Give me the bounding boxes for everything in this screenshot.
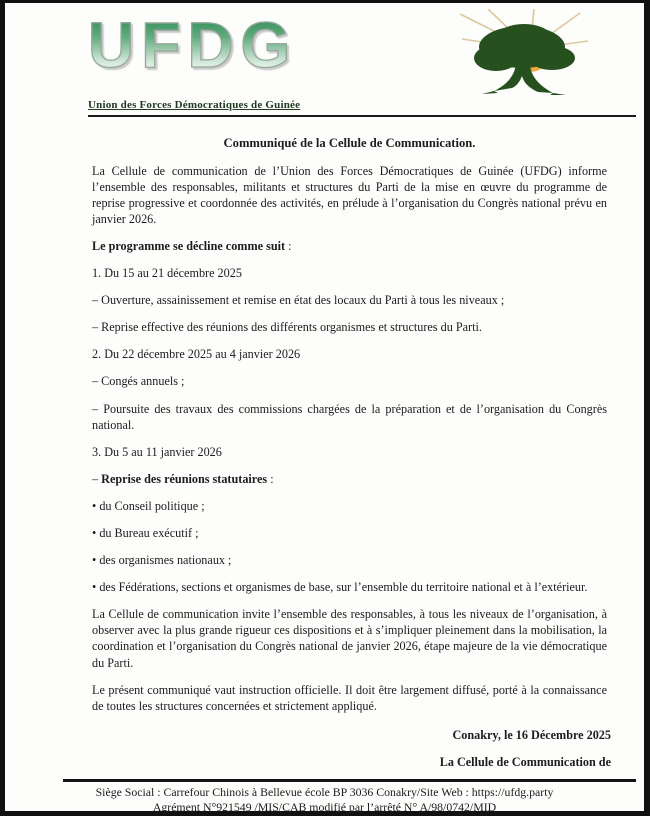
schedule-item: – Reprise effective des réunions des différents organismes et structures du Parti. — [92, 320, 482, 335]
date-place: Conakry, le 16 Décembre 2025 — [452, 727, 611, 742]
tree-icon — [474, 24, 575, 95]
signature-line: La Cellule de Communication de — [439, 754, 611, 769]
schedule-period-3: 3. Du 5 au 11 janvier 2026 — [92, 444, 222, 459]
statutory-heading — [92, 471, 607, 487]
document-title: Communiqué de la Cellule de Communication. — [223, 136, 476, 150]
footer-address: Siège Social : Carrefour Chinois à Bellevue école BP 3036 Conakry/Site Web : https://ufdg.party — [95, 784, 554, 799]
ufdg-logo-text: UFDG — [88, 9, 298, 81]
program-heading — [92, 238, 607, 254]
invite-paragraph: La Cellule de communication invite l’ensemble des responsables, à tous les niveaux de l’organisation, à observer avec la plus grande rigueur ces dispositions et à s’impliquer pleinement dans la mobilisation, la coordination et l’organisation du Congrès national de janvier 2026, étape majeure de la vie démocratique du Parti. — [92, 607, 607, 670]
schedule-item: – Poursuite des travaux des commissions chargées de la préparation et de l’organisation du Congrès national. — [92, 401, 607, 432]
header-rule — [88, 95, 636, 117]
statutory-bullet: • des organismes nationaux ; — [92, 553, 232, 568]
schedule-period-1: 1. Du 15 au 21 décembre 2025 — [92, 266, 242, 281]
tree-sun-logo-icon — [458, 9, 588, 97]
intro-paragraph: La Cellule de communication de l’Union des Forces Démocratiques de Guinée (UFDG) informe l’ensemble des responsables, militants et structures du Parti de la mise en œuvre du programme de reprise progressive et coordonnée des activités, en prélude à l’organisation du Congrès national prévu en janvier 2026. — [92, 163, 607, 226]
instruction-paragraph: Le présent communiqué vaut instruction officielle. Il doit être largement diffusé, porté à la connaissance de toutes les structures concernées et strictement appliqué. — [92, 682, 607, 713]
footer-agrement: Agrément N°921549 /MIS/CAB modifié par l’arrêté N° A/98/0742/MID — [152, 800, 497, 815]
header — [5, 3, 644, 93]
schedule-item: – Ouverture, assainissement et remise en état des locaux du Parti à tous les niveaux ; — [92, 293, 505, 308]
footer-rule — [63, 779, 636, 782]
signature-block — [5, 728, 644, 770]
statutory-label: Reprise des réunions statutaires — [101, 471, 268, 486]
statutory-colon: : — [267, 471, 274, 486]
schedule-period-2: 2. Du 22 décembre 2025 au 4 janvier 2026 — [92, 347, 301, 362]
statutory-bullet: • du Bureau exécutif ; — [92, 526, 199, 541]
footer — [5, 785, 644, 816]
document-body — [92, 135, 607, 714]
party-name: Union des Forces Démocratiques de Guinée — [88, 99, 301, 111]
statutory-bullet: • du Conseil politique ; — [92, 498, 205, 513]
schedule-item: – Congés annuels ; — [92, 374, 185, 389]
statutory-dash: – — [92, 471, 102, 486]
statutory-bullet: • des Fédérations, sections et organismes de base, sur l’ensemble du territoire national et à l’extérieur. — [92, 580, 588, 595]
program-heading-colon: : — [285, 238, 292, 253]
document-page — [5, 3, 644, 815]
program-heading-label: Le programme se décline comme suit — [92, 238, 286, 253]
